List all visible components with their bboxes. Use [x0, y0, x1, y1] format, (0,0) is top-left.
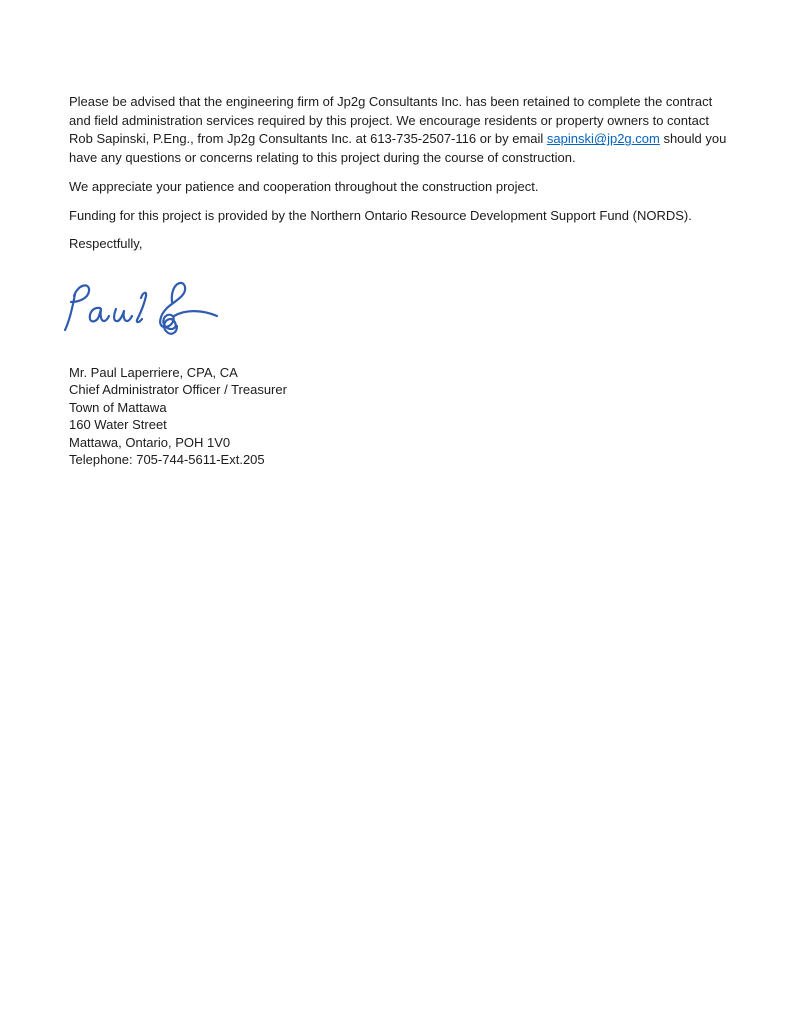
signature-container	[59, 264, 727, 356]
paragraph-post-link-text: should you have any questions or concerns relating to this project during the course of construction.	[69, 131, 727, 166]
signature-address-street: 160 Water Street	[69, 417, 167, 433]
signature-phone: Telephone: 705-744-5611-Ext.205	[69, 451, 265, 467]
signature-address-city: Mattawa, Ontario, POH 1V0	[69, 434, 231, 450]
paragraph-funding: Funding for this project is provided by the Northern Ontario Resource Development Support Fund (NORDS).	[69, 207, 692, 223]
paragraph-project-notice	[69, 93, 727, 168]
signature-name: Mr. Paul Laperriere, CPA, CA	[69, 364, 238, 380]
paragraph-appreciation: We appreciate your patience and cooperation throughout the construction project.	[69, 178, 539, 194]
paragraph-pre-link-text: Please be advised that the engineering firm of Jp2g Consultants Inc. has been retained to complete the contract and field administration services required by this project. We encourage residents or property owners to contact Rob Sapinski, P.Eng., from Jp2g Consultants Inc. at 613-735-2507-116 or by email	[69, 94, 713, 147]
handwritten-signature-icon	[59, 264, 219, 356]
signature-block	[69, 364, 727, 468]
letter-content	[69, 93, 727, 468]
signature-title: Chief Administrator Officer / Treasurer	[69, 382, 287, 398]
email-link[interactable]: sapinski@jp2g.com	[546, 131, 660, 147]
signature-organization: Town of Mattawa	[69, 399, 167, 415]
closing-salutation: Respectfully,	[69, 236, 143, 252]
